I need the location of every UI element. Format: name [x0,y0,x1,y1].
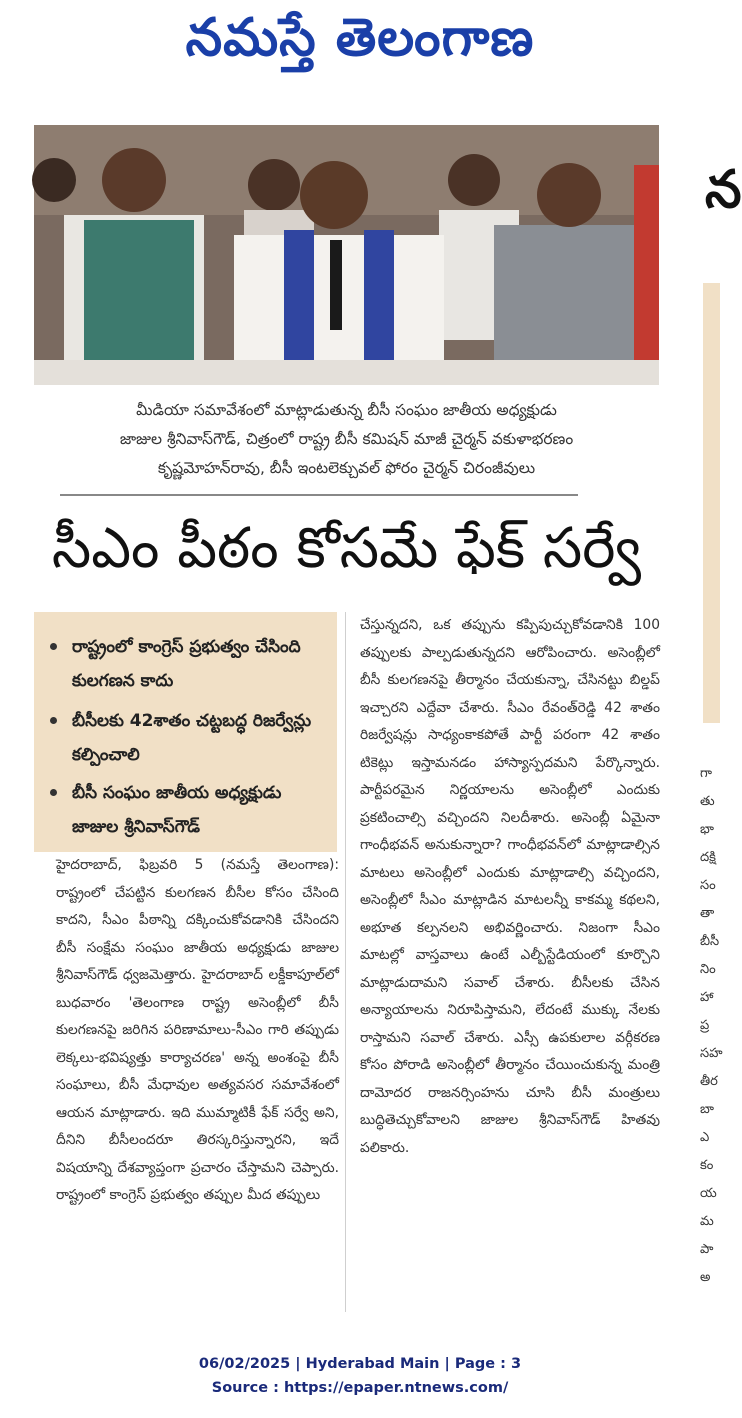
photo-caption [34,396,659,483]
caption-divider [60,494,578,496]
highlight-item: బీసీలకు 42శాతం చట్టబద్ధ రిజర్వేన్లు కల్పించాలి [72,704,330,772]
headline: సీఎం పీఠం కోసమే ఫేక్ సర్వే [51,516,642,581]
highlight-item: బీసీ సంఘం జాతీయ అధ్యక్షుడు జాజుల శ్రీనివాస్‌గౌడ్ [72,776,330,844]
masthead [0,0,720,110]
bullet-icon [50,717,57,724]
footer-date-edition: 06/02/2025 | Hyderabad Main | Page : 3 [198,1356,522,1372]
article-column-left: హైదరాబాద్, ఫిబ్రవరి 5 (నమస్తే తెలంగాణ): రాష్ట్రంలో చేపట్టిన కులగణన బీసీల కోసం చేసింది కాదని, సీఎం పీఠాన్ని దక్కించుకోవడానికి చేసిందని బీసీ సంక్షేమ సంఘం జాతీయ అధ్యక్షుడు జాజుల శ్రీనివాస్‌గౌడ్ ధ్వజమెత్తారు. హైదరాబాద్ లక్డీకాపూల్‌లో బుధవారం 'తెలంగాణ రాష్ట్ర అసెంబ్లీలో బీసీ కులగణనపై జరిగిన పరిణామాలు-సీఎం గారి తప్పుడు లెక్కలు-భవిష్యత్తు కార్యాచరణ' అన్న అంశంపై బీసీ సంఘాలు, బీసీ మేధావుల అత్యవసర సమావేశంలో ఆయన మాట్లాడారు. ఇది ముమ్మాటికీ ఫేక్ సర్వే అని, దీనిని బీసీలందరూ తిరస్కరిస్తున్నారని, ఇదే విషయాన్ని దేశవ్యాప్తంగా ప్రచారం చేస్తామని చెప్పారు. రాష్ట్రంలో కాంగ్రెస్ ప్రభుత్వం తప్పుల మీద తప్పులు [56,857,339,1203]
adjacent-article-fragment: గా తు భా దక్షి సం తా బీసీ నిం హా ప్ర సహ తీర బా ఎ కం య మ పా అ [700,766,723,1285]
caption-line: జాజుల శ్రీనివాస్‌గౌడ్, చిత్రంలో రాష్ట్ర బీసీ కమిషన్ మాజీ చైర్మన్ వకుళాభరణం [119,430,574,448]
footer-source: Source : https://epaper.ntnews.com/ [211,1380,509,1396]
caption-line: మీడియా సమావేశంలో మాట్లాడుతున్న బీసీ సంఘం జాతీయ అధ్యక్షుడు [136,401,557,419]
highlight-item: రాష్ట్రంలో కాంగ్రెస్ ప్రభుత్వం చేసింది కులగణన కాదు [72,630,330,698]
column-divider [345,612,346,1312]
highlights-box [34,612,337,852]
bullet-icon [50,643,57,650]
adjacent-headline-fragment: న [705,160,742,220]
caption-line: కృష్ణమోహన్‌రావు, బీసీ ఇంటలెక్చువల్ ఫోరం చైర్మన్ చిరంజీవులు [157,459,536,477]
bullet-icon [50,789,57,796]
adjacent-highlight-box [703,283,720,723]
photo-illustration [34,125,659,385]
news-photo [34,125,659,385]
masthead-logo: నమస్తే తెలంగాణ [185,8,535,68]
article-column-middle: చేస్తున్నదని, ఒక తప్పును కప్పిపుచ్చుకోవడానికి 100 తప్పులకు పాల్పడుతున్నదని ఆరోపించారు. అసెంబ్లీలో బీసీ కులగణనపై తీర్మానం చేయకున్నా, చేసినట్టు బిల్డప్ ఇచ్చారని ఎద్దేవా చేశారు. సీఎం రేవంత్‌రెడ్డి 42 శాతం రిజర్వేషన్లు సాధ్యంకాకపోతే పార్టీ పరంగా 42 శాతం టికెట్లు ఇస్తామనడం హాస్యాస్పదమని పేర్కొన్నారు. పార్టీపరమైన నిర్ణయాలను అసెంబ్లీలో ఎందుకు ప్రకటించాల్సి వచ్చిందని నిలదీశారు. అసెంబ్లీ ఏమైనా గాంధీభవన్ అనుకున్నారా? గాంధీభవన్‌లో మాట్లాడాల్సిన మాటలు అసెంబ్లీలో ఎందుకు మాట్లాడాల్సి వచ్చిందని, అసెంబ్లీలో సీఎం మాట్లాడిన మాటలన్నీ కాకమ్మ కథలని, అభూత కల్పనలని అభివర్ణించారు. నిజంగా సీఎం మాటల్లో వాస్తవాలు ఉంటే ఎల్బీస్టేడియంలో కూర్చొని మాట్లాడుదామని సవాల్ చేశారు. బీసీలకు చేసిన అన్యాయాలను నిరూపిస్తామని, లేదంటే ముక్కు నేలకు రాస్తామని సవాల్ చేశారు. ఎస్సీ ఉపకులాల వర్గీకరణ కోసం పోరాడి అసెంబ్లీలో తీర్మానం చేయించుకున్న మంత్రి దామోదర రాజనర్సింహను చూసి బీసీ మంత్రులు బుద్ధితెచ్చుకోవాలని జాజుల శ్రీనివాస్‌గౌడ్ హితవు పలికారు. [360,617,660,1156]
